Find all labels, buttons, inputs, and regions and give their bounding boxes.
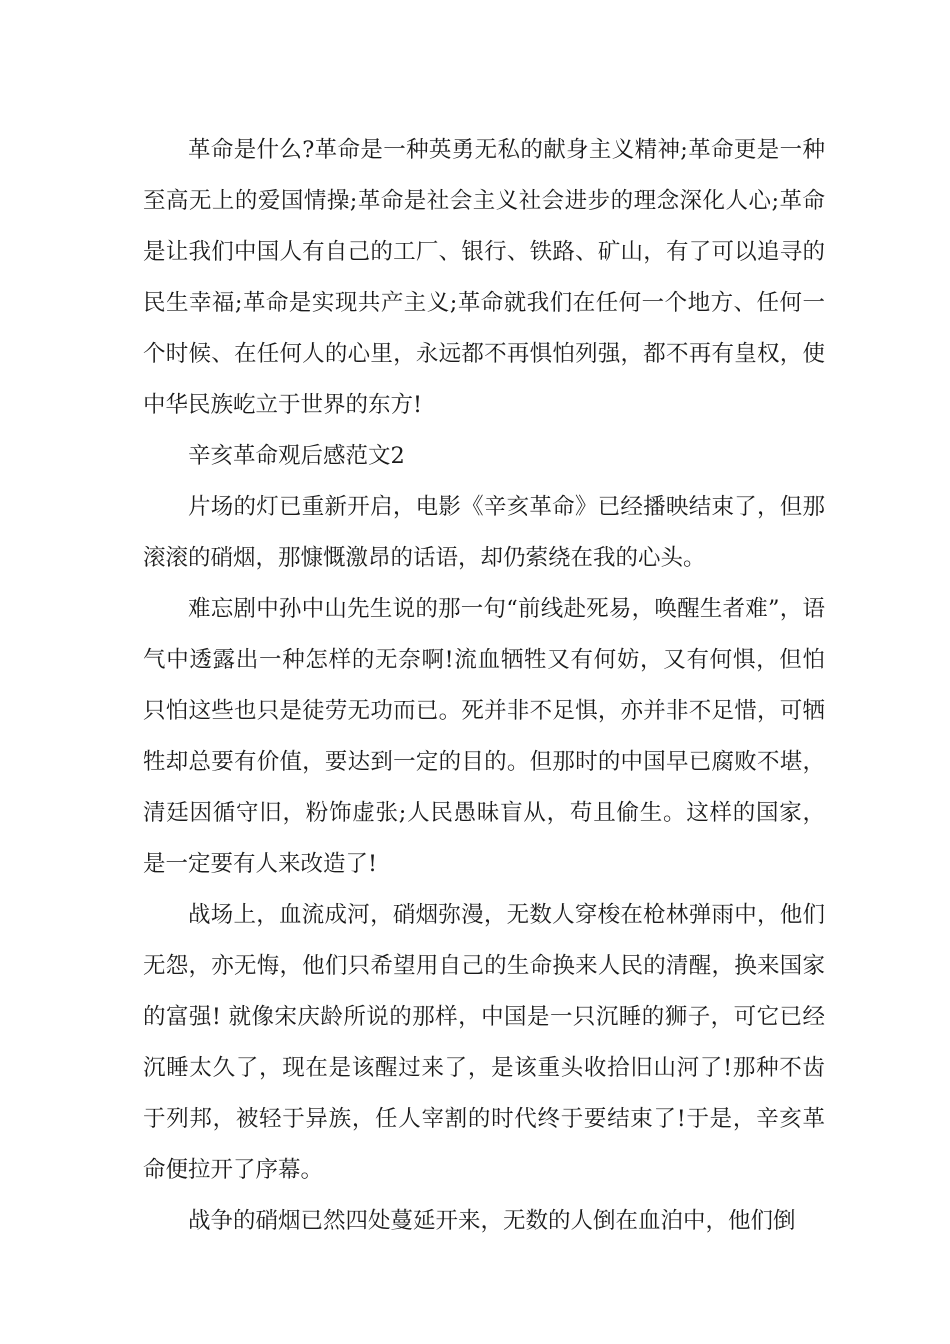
paragraph-war-smoke: 战争的硝烟已然四处蔓延开来，无数的人倒在血泊中，他们倒 [188, 1208, 796, 1234]
document-body [143, 125, 825, 1247]
paragraph-film-ended: 片场的灯已重新开启，电影《辛亥革命》已经播映结束了，但那滚滚的硝烟，那慷慨激昂的话语，却仍萦绕在我的心头。 [143, 494, 825, 571]
section-heading: 辛亥革命观后感范文2 [188, 443, 405, 469]
paragraph-sun-yat-sen-quote: 难忘剧中孙中山先生说的那一句“前线赴死易，唤醒生者难”，语气中透露出一种怎样的无奈啊!流血牺牲又有何妨，又有何惧，但怕只怕这些也只是徒劳无功而已。死并非不足惧，亦并非不足惜，可牺牲却总要有价值，要达到一定的目的。但那时的中国早已腐败不堪，清廷因循守旧，粉饰虚张;人民愚昧盲从，苟且偷生。这样的国家，是一定要有人来改造了! [143, 596, 825, 877]
paragraph-revolution-definition: 革命是什么?革命是一种英勇无私的献身主义精神;革命更是一种至高无上的爱国情操;革命是社会主义社会进步的理念深化人心;革命是让我们中国人有自己的工厂、银行、铁路、矿山，有了可以追寻的民生幸福;革命是实现共产主义;革命就我们在任何一个地方、任何一个时候、在任何人的心里，永远都不再惧怕列强，都不再有皇权，使中华民族屹立于世界的东方! [143, 137, 825, 418]
paragraph-battlefield: 战场上，血流成河，硝烟弥漫，无数人穿梭在枪林弹雨中，他们无怨，亦无悔，他们只希望用自己的生命换来人民的清醒，换来国家的富强! 就像宋庆龄所说的那样，中国是一只沉睡的狮子，可它已经沉睡太久了，现在是该醒过来了，是该重头收拾旧山河了!那种不齿于列邦，被轻于异族，任人宰割的时代终于要结束了!于是，辛亥革命便拉开了序幕。 [143, 902, 825, 1183]
